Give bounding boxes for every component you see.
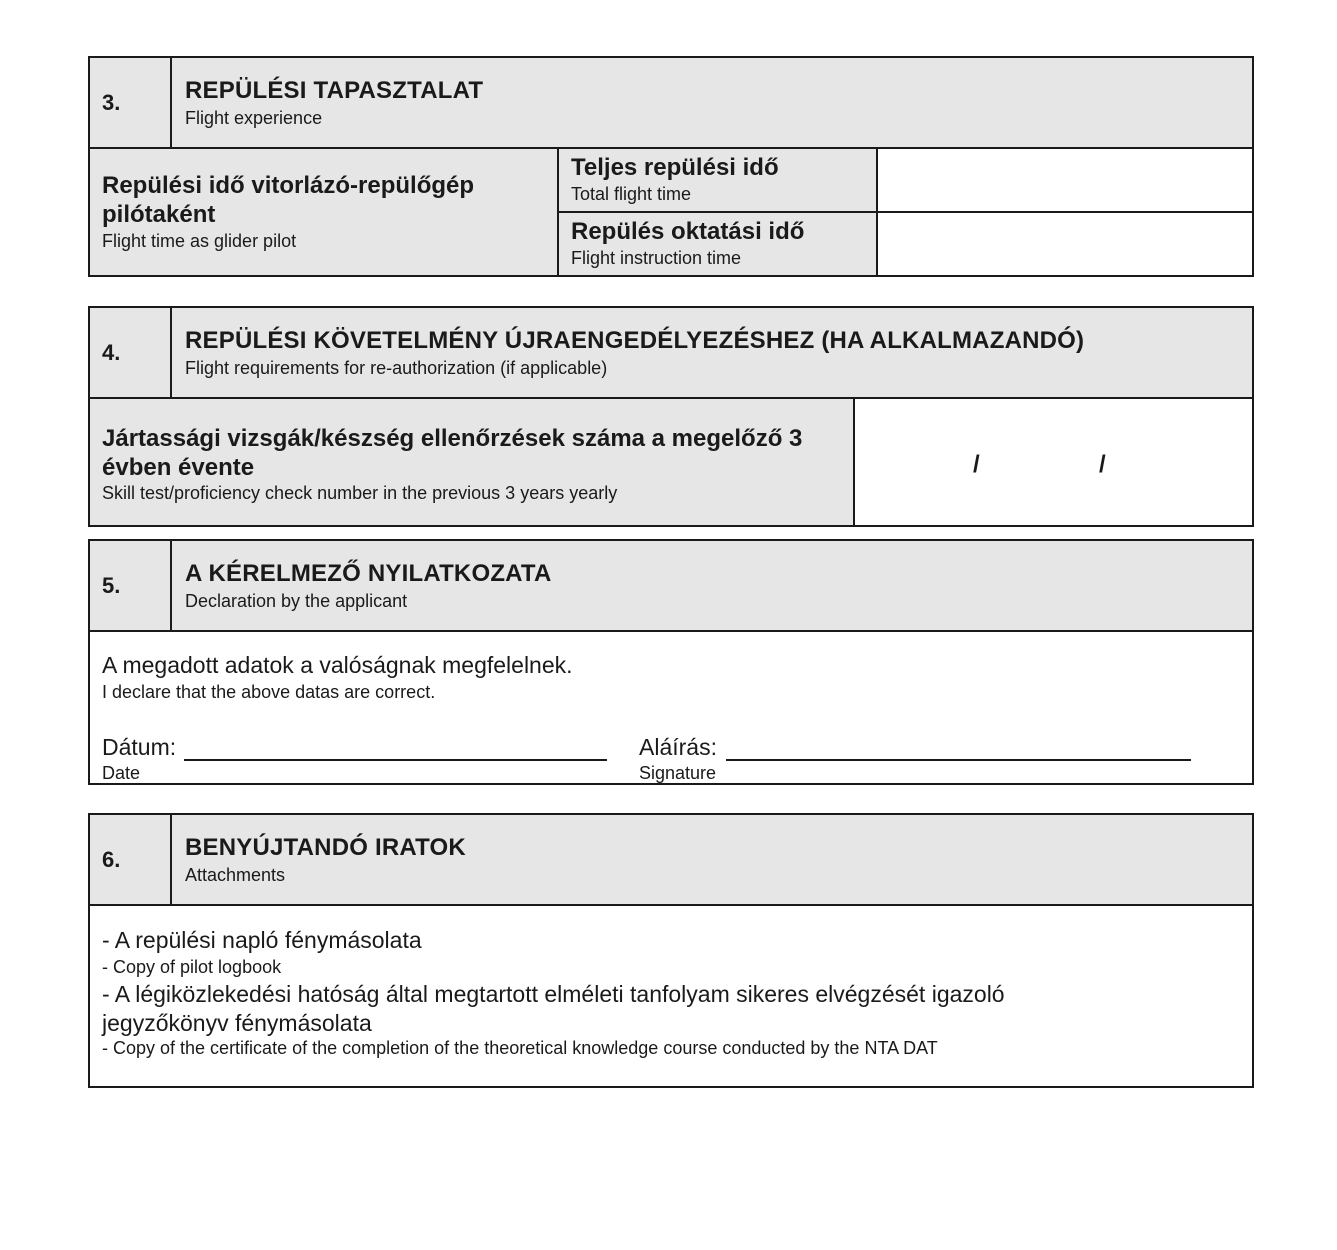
date-field[interactable] xyxy=(184,739,607,761)
section-title: REPÜLÉSI TAPASZTALAT xyxy=(185,77,484,104)
glider-time-sub: Flight time as glider pilot xyxy=(102,231,297,251)
total-flight-time-sub: Total flight time xyxy=(571,184,692,204)
attachment-item-1: - A repülési napló fénymásolata xyxy=(102,927,422,953)
instruction-time-label: Repülés oktatási idő xyxy=(571,218,805,245)
glider-time-label-cell xyxy=(90,149,559,275)
declaration-statement-en: I declare that the above datas are correct. xyxy=(102,682,436,702)
section-title: REPÜLÉSI KÖVETELMÉNY ÚJRAENGEDÉLYEZÉSHEZ (HA ALKALMAZANDÓ) xyxy=(185,327,1085,354)
instruction-time-field[interactable] xyxy=(878,213,1252,275)
proficiency-count-field[interactable] xyxy=(855,399,1252,525)
section-4 xyxy=(88,306,1254,527)
section-6-header xyxy=(90,815,1252,906)
section-6 xyxy=(88,813,1254,1088)
signature-label: Aláírás: xyxy=(639,734,717,760)
section-number: 6. xyxy=(90,815,172,904)
year-separator-1: / xyxy=(973,451,980,478)
section-subtitle: Attachments xyxy=(185,865,286,885)
attachment-item-2-en: - Copy of the certificate of the completion of the theoretical knowledge course conducted by the NTA DAT xyxy=(102,1038,938,1058)
declaration-statement: A megadott adatok a valóságnak megfelelnek. xyxy=(102,652,573,678)
proficiency-label: Jártassági vizsgák/készség ellenőrzések száma a megelőző 3 évben évente xyxy=(102,425,803,481)
date-label-en: Date xyxy=(102,763,141,783)
section-subtitle: Flight experience xyxy=(185,108,323,128)
year-separator-2: / xyxy=(1099,451,1106,478)
attachment-item-2: - A légiközlekedési hatóság által megtartott elméleti tanfolyam sikeres elvégzését igazoló jegyzőkönyv fénymásolata xyxy=(102,981,1005,1036)
date-label: Dátum: xyxy=(102,734,177,760)
total-flight-time-label-cell xyxy=(559,149,878,213)
section-subtitle: Declaration by the applicant xyxy=(185,591,408,611)
section-3 xyxy=(88,56,1254,277)
section-title: A KÉRELMEZŐ NYILATKOZATA xyxy=(185,560,552,587)
section-number: 4. xyxy=(90,308,172,397)
signature-label-en: Signature xyxy=(639,763,717,783)
attachment-item-1-en: - Copy of pilot logbook xyxy=(102,957,282,977)
section-5-header xyxy=(90,541,1252,632)
glider-time-label: Repülési idő vitorlázó-repülőgép pilótaként xyxy=(102,172,475,228)
section-subtitle: Flight requirements for re-authorization (if applicable) xyxy=(185,358,608,378)
instruction-time-label-cell xyxy=(559,213,878,275)
section-number: 5. xyxy=(90,541,172,630)
proficiency-sub: Skill test/proficiency check number in the previous 3 years yearly xyxy=(102,483,618,503)
section-title: BENYÚJTANDÓ IRATOK xyxy=(185,834,466,861)
section-5 xyxy=(88,539,1254,785)
section-4-header xyxy=(90,308,1252,399)
instruction-time-sub: Flight instruction time xyxy=(571,248,742,268)
total-flight-time-field[interactable] xyxy=(878,149,1252,213)
signature-field[interactable] xyxy=(726,739,1191,761)
proficiency-label-cell xyxy=(90,399,855,525)
section-3-header xyxy=(90,58,1252,149)
total-flight-time-label: Teljes repülési idő xyxy=(571,154,779,181)
section-number: 3. xyxy=(90,58,172,147)
